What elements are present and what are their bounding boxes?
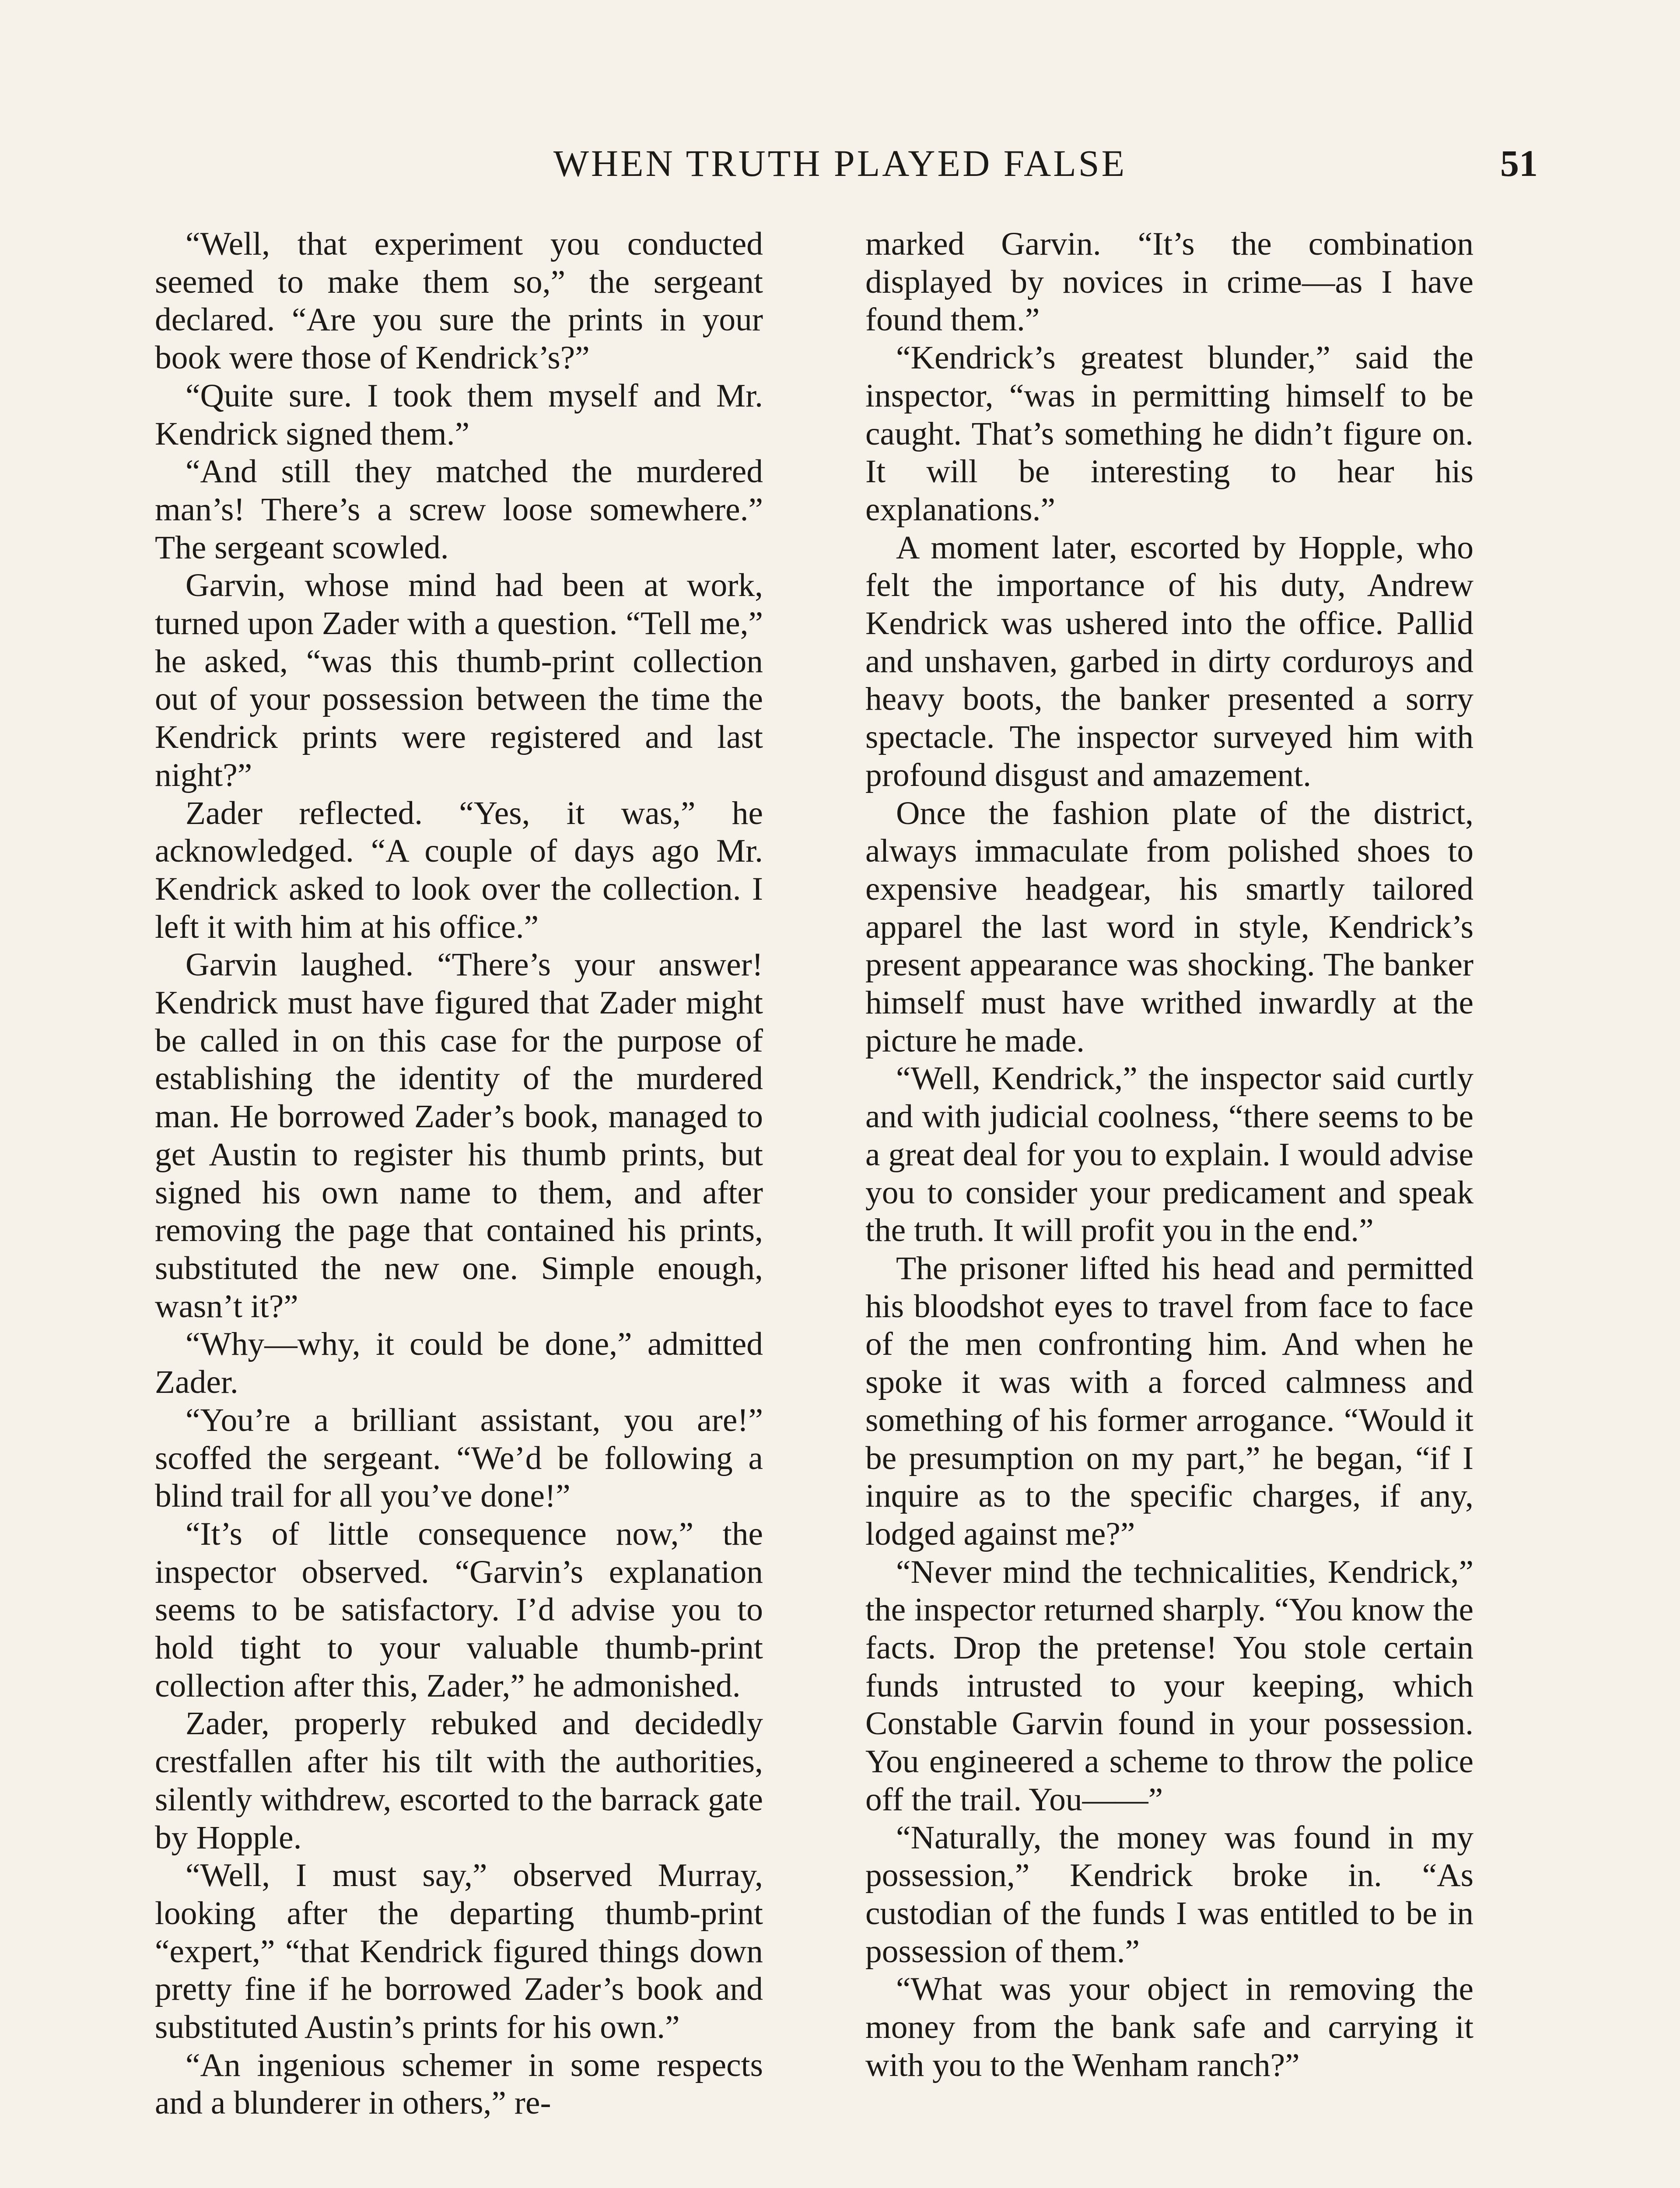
running-header-title: WHEN TRUTH PLAYED FALSE xyxy=(553,142,1127,184)
paragraph: “Well, that experiment you conducted seemed to make them so,” the sergeant declared. “Are you sure the prints in your book were those of Kendrick’s?” xyxy=(155,226,763,376)
paragraph: “It’s of little consequence now,” the inspector observed. “Garvin’s explanation seems to be satisfactory. I’d advise you to hold tight to your valuable thumb-print collection after this, Zader,” he admonished. xyxy=(155,1515,763,1704)
paragraph: “What was your object in removing the money from the bank safe and carrying it with you to the Wenham ranch?” xyxy=(865,1971,1474,2083)
paragraph: “Naturally, the money was found in my possession,” Kendrick broke in. “As custodian of the funds I was entitled to be in possession of them.” xyxy=(865,1819,1474,1970)
paragraph: The prisoner lifted his head and permitted his bloodshot eyes to travel from face to face of the men confronting him. And when he spoke it was with a forced calmness and something of his former arrogance. “Would it be presumption on my part,” he began, “if I inquire as to the specific charges, if any, lodged against me?” xyxy=(865,1250,1474,1552)
paragraph: “You’re a brilliant assistant, you are!” scoffed the sergeant. “We’d be following a blind trail for all you’ve done!” xyxy=(155,1402,763,1515)
paragraph: “Why—why, it could be done,” admitted Zader. xyxy=(155,1326,763,1401)
paragraph: Garvin, whose mind had been at work, turned upon Zader with a question. “Tell me,” he asked, “was this thumb-print collection out of your possession between the time the Kendrick prints were registered and last night?” xyxy=(155,567,763,793)
page-number: 51 xyxy=(1500,142,1538,184)
paragraph: “Well, I must say,” observed Murray, looking after the departing thumb-print “expert,” “that Kendrick figured things down pretty fine if he borrowed Zader’s book and substituted Austin’s prints for his own.” xyxy=(155,1857,763,2046)
paragraph: Garvin laughed. “There’s your answer! Kendrick must have figured that Zader might be called in on this case for the purpose of establishing the identity of the murdered man. He borrowed Zader’s book, managed to get Austin to register his thumb prints, but signed his own name to them, and after removing the page that contained his prints, substituted the new one. Simple enough, wasn’t it?” xyxy=(155,947,763,1325)
paragraph: “Well, Kendrick,” the inspector said curtly and with judicial coolness, “there seems to be a great deal for you to explain. I would advise you to consider your predicament and speak the truth. It will profit you in the end.” xyxy=(865,1060,1474,1249)
paragraph: Once the fashion plate of the district, always immaculate from polished shoes to expensive headgear, his smartly tailored apparel the last word in style, Kendrick’s present appearance was shocking. The banker himself must have writhed inwardly at the picture he made. xyxy=(865,795,1474,1059)
paragraph: “Quite sure. I took them myself and Mr. Kendrick signed them.” xyxy=(155,377,763,452)
paragraph: “Kendrick’s greatest blunder,” said the inspector, “was in permitting himself to be caught. That’s something he didn’t figure on. It will be interesting to hear his explanations.” xyxy=(865,340,1474,528)
paragraph: “Never mind the technicalities, Kendrick,” the inspector returned sharply. “You know the facts. Drop the pretense! You stole certain funds intrusted to your keeping, which Constable Garvin found in your possession. You engineered a scheme to throw the police off the trail. You——” xyxy=(865,1553,1474,1818)
paragraph: Zader reflected. “Yes, it was,” he acknowledged. “A couple of days ago Mr. Kendrick asked to look over the collection. I left it with him at his office.” xyxy=(155,795,763,945)
paragraph: “An ingenious schemer in some respects and a blunderer in others,” re- xyxy=(155,2047,763,2121)
text-column-left xyxy=(155,225,763,2122)
text-column-right xyxy=(865,225,1474,2084)
paragraph-continued: marked Garvin. “It’s the combination displayed by novices in crime—as I have found them.” xyxy=(865,226,1474,338)
paragraph: A moment later, escorted by Hopple, who felt the importance of his duty, Andrew Kendrick was ushered into the office. Pallid and unshaven, garbed in dirty corduroys and heavy boots, the banker presented a sorry spectacle. The inspector surveyed him with profound disgust and amazement. xyxy=(865,529,1474,793)
paragraph: “And still they matched the murdered man’s! There’s a screw loose somewhere.” The sergeant scowled. xyxy=(155,453,763,566)
paragraph: Zader, properly rebuked and decidedly crestfallen after his tilt with the authorities, silently withdrew, escorted to the barrack gate by Hopple. xyxy=(155,1705,763,1856)
